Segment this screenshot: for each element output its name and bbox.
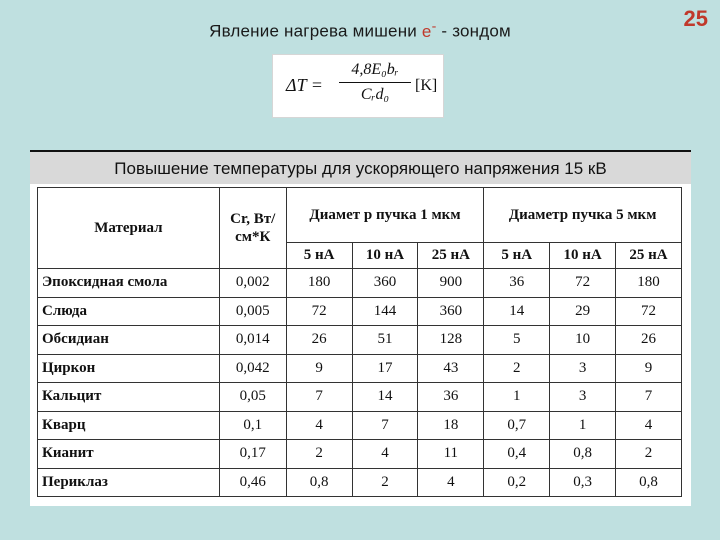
temperature-cell: 10 (550, 326, 616, 355)
temperature-cell: 14 (352, 383, 418, 412)
temperature-cell: 0,4 (484, 440, 550, 469)
material-cell: Слюда (38, 297, 220, 326)
temperature-cell: 900 (418, 269, 484, 298)
temperature-cell: 18 (418, 411, 484, 440)
header-beam-1um: Диамет р пучка 1 мкм (286, 188, 484, 243)
table-row (38, 411, 682, 440)
table-row (38, 354, 682, 383)
temperature-cell: 5 (484, 326, 550, 355)
temperature-cell: 2 (484, 354, 550, 383)
temperature-cell: 4 (286, 411, 352, 440)
temperature-cell: 7 (616, 383, 682, 412)
temperature-cell: 3 (550, 354, 616, 383)
temperature-cell: 360 (352, 269, 418, 298)
cr-cell: 0,014 (219, 326, 286, 355)
temperature-cell: 144 (352, 297, 418, 326)
cr-cell: 0,17 (219, 440, 286, 469)
temperature-cell: 180 (286, 269, 352, 298)
temperature-cell: 360 (418, 297, 484, 326)
temperature-cell: 180 (616, 269, 682, 298)
header-current: 10 нА (550, 243, 616, 269)
material-cell: Обсидиан (38, 326, 220, 355)
cr-cell: 0,005 (219, 297, 286, 326)
material-cell: Циркон (38, 354, 220, 383)
header-current: 10 нА (352, 243, 418, 269)
temperature-cell: 2 (616, 440, 682, 469)
table-row (38, 297, 682, 326)
temperature-cell: 2 (352, 468, 418, 497)
temperature-cell: 0,2 (484, 468, 550, 497)
formula-fraction (339, 61, 411, 104)
temperature-cell: 1 (550, 411, 616, 440)
table-panel (30, 184, 691, 506)
temperature-cell: 0,8 (286, 468, 352, 497)
header-current: 5 нА (484, 243, 550, 269)
temperature-cell: 0,7 (484, 411, 550, 440)
temperature-cell: 2 (286, 440, 352, 469)
title-main: Явление нагрева мишени (209, 21, 422, 41)
title-rest: - зондом (436, 21, 511, 41)
material-cell: Периклаз (38, 468, 220, 497)
temperature-cell: 7 (352, 411, 418, 440)
temperature-cell: 29 (550, 297, 616, 326)
temperature-cell: 7 (286, 383, 352, 412)
formula-unit: [K] (415, 77, 438, 94)
material-cell: Кальцит (38, 383, 220, 412)
temperature-cell: 3 (550, 383, 616, 412)
cr-cell: 0,042 (219, 354, 286, 383)
page-number: 25 (683, 6, 708, 31)
temperature-cell: 43 (418, 354, 484, 383)
cr-cell: 0,1 (219, 411, 286, 440)
material-cell: Эпоксидная смола (38, 269, 220, 298)
temperature-cell: 4 (616, 411, 682, 440)
temperature-cell: 36 (418, 383, 484, 412)
temperature-cell: 9 (616, 354, 682, 383)
temperature-cell: 11 (418, 440, 484, 469)
temperature-cell: 72 (286, 297, 352, 326)
temperature-cell: 51 (352, 326, 418, 355)
header-current: 25 нА (616, 243, 682, 269)
temperature-cell: 17 (352, 354, 418, 383)
temperature-cell: 0,8 (616, 468, 682, 497)
cr-cell: 0,002 (219, 269, 286, 298)
cr-cell: 0,46 (219, 468, 286, 497)
material-cell: Кварц (38, 411, 220, 440)
temperature-cell: 1 (484, 383, 550, 412)
temperature-cell: 26 (616, 326, 682, 355)
temperature-cell: 0,8 (550, 440, 616, 469)
temperature-cell: 14 (484, 297, 550, 326)
table-caption: Повышение температуры для ускоряющего напряжения 15 кВ (30, 150, 691, 187)
table-body (38, 269, 682, 497)
temperature-cell: 9 (286, 354, 352, 383)
table-row (38, 383, 682, 412)
temperature-cell: 128 (418, 326, 484, 355)
temperature-cell: 72 (550, 269, 616, 298)
temperature-cell: 26 (286, 326, 352, 355)
header-current: 5 нА (286, 243, 352, 269)
table-row (38, 468, 682, 497)
formula-numerator: 4,8E₀bᵣ (339, 61, 411, 83)
title-electron: е- (421, 18, 437, 41)
table-row (38, 326, 682, 355)
cr-cell: 0,05 (219, 383, 286, 412)
table-row (38, 269, 682, 298)
header-material: Материал (38, 188, 220, 269)
formula-denominator: Cᵣd₀ (360, 86, 390, 103)
temperature-cell: 4 (352, 440, 418, 469)
slide-title (0, 18, 720, 42)
temperature-cell: 0,3 (550, 468, 616, 497)
formula-lhs: ΔT = (286, 75, 323, 95)
header-beam-5um: Диаметр пучка 5 мкм (484, 188, 682, 243)
temperature-cell: 72 (616, 297, 682, 326)
table-row (38, 440, 682, 469)
temperature-cell: 36 (484, 269, 550, 298)
material-cell: Кианит (38, 440, 220, 469)
header-current: 25 нА (418, 243, 484, 269)
formula (272, 54, 444, 118)
temperature-table (37, 187, 682, 497)
header-cr: Cr, Вт/ см*К (219, 188, 286, 269)
temperature-cell: 4 (418, 468, 484, 497)
